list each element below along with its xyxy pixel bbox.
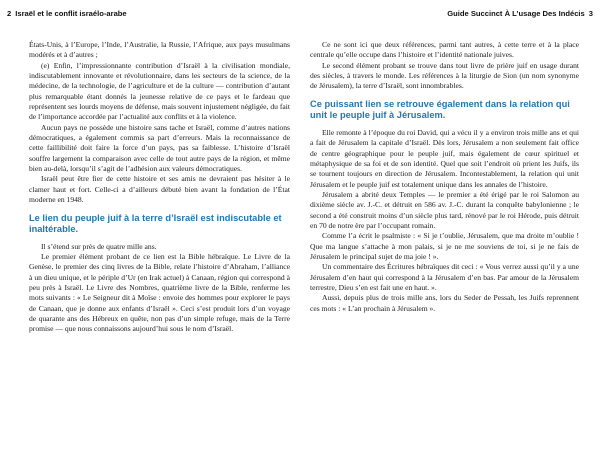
paragraph: Aucun pays ne possède une histoire sans tache et Israël, comme d’autres nations démocratiques, a également commis sa part d’erreurs. Mais la reconnaissance de cette faillibilité doit faire la force d’un pays, pas sa faiblesse. L’histoire d’Israël souffre largement la comparaison avec celle de tout autre pays de la région, et même bien au-delà, lorsqu’il s’agit de l’adhésion aux valeurs démocratiques. (29, 122, 290, 174)
paragraph: États-Unis, à l’Europe, l’Inde, l’Australie, la Russie, l’Afrique, aux pays musulmans modérés et à d’autres ; (29, 40, 290, 60)
paragraph: Israël peut être fier de cette histoire et ses amis ne devraient pas hésiter à le clamer haut et fort. Celle-ci a d’ailleurs débuté bien avant la fondation de l’État moderne en 1948. (29, 174, 290, 205)
left-page-number: 2 (7, 8, 12, 18)
right-page-number: 3 (588, 8, 593, 18)
left-running-header (7, 6, 290, 20)
right-page-body (310, 40, 579, 457)
paragraph: Ce ne sont ici que deux références, parmi tant autres, à cette terre et à la place centrale qu’elle occupe dans l’histoire et l’identité nationale juives. (310, 40, 579, 60)
right-page (310, 0, 593, 463)
paragraph: (e) Enfin, l’impressionnante contribution d’Israël à la civilisation mondiale, indiscutablement innovante et révolutionnaire, dans les secteurs de la science, de la médecine, de la technologie, de l’agriculture et de la culture — contribution d’autant plus remarquable étant donnés la jeunesse relative de ce pays et le fardeau que représentent ses lourds moyens de défense, mais souvent injustement négligée, du fait de l’importance accordée par l’actualité aux conflits et à la violence. (29, 60, 290, 122)
paragraph: Aussi, depuis plus de trois mille ans, lors du Seder de Pessah, les Juifs reprennent ces mots : « L’an prochain à Jérusalem ». (310, 293, 579, 313)
right-running-header (310, 6, 593, 20)
section-heading: Le lien du peuple juif à la terre d’Israël est indiscutable et inaltérable. (29, 212, 282, 235)
left-page-body (29, 40, 290, 457)
left-page (7, 0, 290, 463)
right-running-head: Guide Succinct À L’usage Des Indécis (447, 8, 585, 18)
paragraph: Un commentaire des Écritures hébraïques dit ceci : « Vous verrez aussi qu’il y a une Jérusalem d’en haut qui correspond à la Jérusalem d’en bas. Par amour de la Jérusalem terrestre, Dieu s’en est fait une en haut. ». (310, 262, 579, 293)
left-running-head: Israël et le conflit israélo-arabe (15, 8, 127, 18)
paragraph: Le premier élément probant de ce lien est la Bible hébraïque. Le Livre de la Genèse, le premier des cinq livres de la Bible, relate l’histoire d’Abraham, l’alliance à un dieu unique, et le périple d’Ur (en Irak actuel) à Canaan, région qui correspond à peu près à Israël. Le Livre des Nombres, quatrième livre de la Bible, renferme les mots suivants : « Le Seigneur dit à Moïse : envoie des hommes pour explorer le pays de Canaan, que je donne aux enfants d’Israël ». Ceci s’est produit lors d’un voyage de quarante ans des Hébreux en quête, non pas d’un simple refuge, mais de la Terre promise — que nous connaissons aujourd’hui sous le nom d’Israël. (29, 252, 290, 334)
paragraph: Elle remonte à l’époque du roi David, qui a vécu il y a environ trois mille ans et qui a fait de Jérusalem la capitale d’Israël. Dès lors, Jérusalem a non seulement fait office de centre géographique pour le peuple juif, mais également de cœur spirituel et métaphysique de sa foi et de son identité. Quel que soit l’endroit où prient les Juifs, ils se tournent toujours en direction de Jérusalem. Incontestablement, la relation qui unit Jérusalem et le peuple juif est totalement unique dans les annales de l’histoire. (310, 127, 579, 189)
paragraph: Jérusalem a abrité deux Temples — le premier a été érigé par le roi Salomon au dixième siècle av. J.-C. et détruit en 586 av. J.-C. durant la conquête babylonienne ; le second a été construit moins d’un siècle plus tard, rénové par le roi Hérode, puis détruit en 70 de notre ère par l’occupant romain. (310, 189, 579, 230)
paragraph: Le second élément probant se trouve dans tout livre de prière juif en usage durant des siècles, à travers le monde. Les références à la liturgie de Sion (un nom synonyme de Jérusalem), la terre d’Israël, sont innombrables. (310, 60, 579, 91)
paragraph: Comme l’a écrit le psalmiste : « Si je t’oublie, Jérusalem, que ma droite m’oublie ! Que ma langue s’attache à mon palais, si je ne me souviens de toi, si je ne fais de Jérusalem le principal sujet de ma joie ! ». (310, 231, 579, 262)
paragraph: Il s’étend sur près de quatre mille ans. (41, 241, 157, 251)
section-heading: Ce puissant lien se retrouve également dans la relation qui unit le peuple juif à Jérusalem. (310, 98, 570, 121)
